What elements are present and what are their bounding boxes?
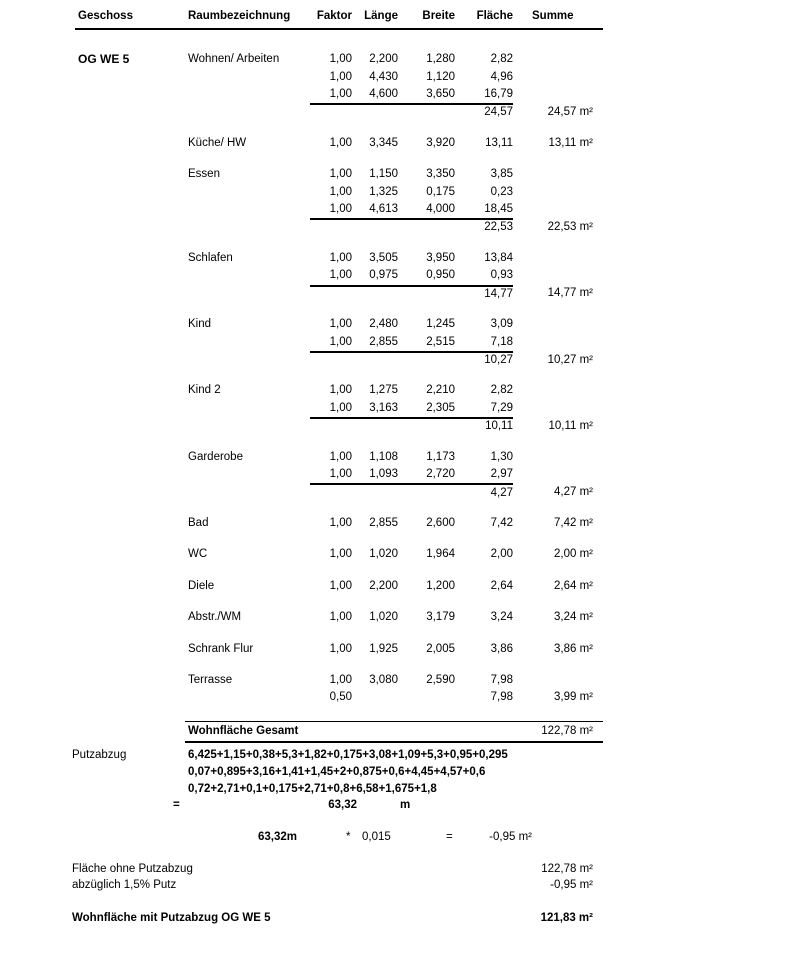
column-header-raumbezeichnung: Raumbezeichnung bbox=[185, 8, 310, 29]
room-name-cell bbox=[185, 418, 310, 435]
laenge-cell: 2,855 bbox=[352, 333, 398, 351]
laenge-cell: 1,150 bbox=[369, 168, 398, 181]
laenge-cell: 4,600 bbox=[352, 86, 398, 104]
measurement-row bbox=[75, 382, 603, 399]
faktor-cell: 1,00 bbox=[329, 548, 352, 561]
spacer-cell bbox=[75, 302, 603, 316]
laenge-cell bbox=[352, 219, 398, 236]
flaeche-cell: 0,93 bbox=[455, 267, 513, 285]
faktor-cell: 0,50 bbox=[329, 691, 352, 704]
subtotal-row bbox=[75, 352, 603, 369]
measurement-row bbox=[75, 515, 603, 532]
measurement-row bbox=[75, 135, 603, 152]
subtotal-row bbox=[75, 418, 603, 435]
breite-cell: 2,305 bbox=[398, 400, 455, 418]
spacer-cell bbox=[75, 29, 603, 51]
room-name-cell: Schlafen bbox=[188, 251, 233, 264]
faktor-cell bbox=[310, 219, 352, 236]
room-name-cell: WC bbox=[188, 548, 208, 561]
room-name-cell bbox=[185, 400, 310, 418]
breite-cell: 3,350 bbox=[426, 168, 455, 181]
room-name-cell bbox=[185, 183, 310, 200]
measurement-row bbox=[75, 333, 603, 351]
faktor-cell: 1,00 bbox=[329, 517, 352, 530]
faktor-cell: 1,00 bbox=[329, 318, 352, 331]
flaeche-cell: 2,97 bbox=[455, 466, 513, 484]
summe-cell bbox=[513, 449, 603, 466]
breite-cell: 4,000 bbox=[398, 201, 455, 219]
summary-label-flaeche-ohne-putzabzug: Fläche ohne Putzabzug bbox=[72, 863, 193, 875]
geschoss-cell bbox=[75, 135, 185, 152]
spacer-cell bbox=[75, 532, 603, 546]
measurement-row bbox=[75, 68, 603, 85]
geschoss-cell bbox=[75, 267, 185, 285]
summe-subtotal-cell: 14,77 m² bbox=[547, 287, 593, 300]
faktor-cell bbox=[310, 286, 352, 303]
faktor-cell: 1,00 bbox=[310, 400, 352, 418]
breite-cell bbox=[398, 352, 455, 369]
column-header-geschoss: Geschoss bbox=[75, 8, 185, 29]
flaeche-cell: 3,85 bbox=[490, 168, 513, 181]
breite-cell bbox=[398, 219, 455, 236]
summe-subtotal-cell: 10,27 m² bbox=[547, 353, 593, 366]
breite-cell: 0,175 bbox=[426, 185, 455, 198]
breite-cell bbox=[398, 484, 455, 501]
table-header-row bbox=[75, 8, 603, 29]
measurement-row bbox=[75, 267, 603, 285]
putzabzug-calc-operator: * bbox=[346, 831, 351, 843]
empty-cell bbox=[75, 721, 185, 742]
geschoss-cell bbox=[75, 333, 185, 351]
flaeche-subtotal-cell: 22,53 bbox=[484, 221, 513, 234]
laenge-cell: 3,505 bbox=[369, 251, 398, 264]
breite-cell: 3,179 bbox=[426, 611, 455, 624]
laenge-cell: 2,855 bbox=[369, 517, 398, 530]
summe-cell: 3,99 m² bbox=[554, 691, 593, 704]
spacer-row bbox=[75, 121, 603, 135]
summe-cell bbox=[513, 466, 603, 484]
laenge-cell: 1,020 bbox=[369, 611, 398, 624]
flaeche-subtotal-cell: 14,77 bbox=[484, 287, 513, 300]
summe-cell bbox=[513, 68, 603, 85]
column-header-flaeche: Fläche bbox=[455, 8, 513, 29]
column-header-laenge: Länge bbox=[352, 8, 398, 29]
flaeche-cell: 2,82 bbox=[490, 384, 513, 397]
total-value-cell: 122,78 m² bbox=[513, 721, 603, 742]
measurement-row bbox=[75, 546, 603, 563]
spacer-row bbox=[75, 435, 603, 449]
room-name-cell bbox=[185, 104, 310, 121]
faktor-cell bbox=[310, 484, 352, 501]
spacer-row bbox=[75, 152, 603, 166]
faktor-cell: 1,00 bbox=[310, 466, 352, 484]
geschoss-cell bbox=[75, 219, 185, 236]
breite-cell: 0,950 bbox=[398, 267, 455, 285]
laenge-cell: 4,613 bbox=[352, 201, 398, 219]
column-header-summe: Summe bbox=[513, 8, 603, 29]
final-total-value: 121,83 m² bbox=[540, 912, 593, 924]
flaeche-cell: 4,96 bbox=[490, 70, 513, 83]
breite-cell: 2,515 bbox=[398, 333, 455, 351]
room-name-cell: Terrasse bbox=[188, 674, 233, 686]
geschoss-cell bbox=[75, 352, 185, 369]
geschoss-cell bbox=[75, 183, 185, 200]
room-name-cell bbox=[185, 86, 310, 104]
room-name-cell: Schrank Flur bbox=[188, 642, 254, 655]
summe-subtotal-cell: 24,57 m² bbox=[547, 105, 593, 118]
subtotal-row bbox=[75, 219, 603, 236]
flaeche-cell: 7,98 bbox=[490, 691, 513, 704]
subtotal-row bbox=[75, 104, 603, 121]
measurement-row bbox=[75, 466, 603, 484]
room-name-cell bbox=[185, 466, 310, 484]
spacer-row bbox=[75, 707, 603, 722]
laenge-cell: 1,925 bbox=[369, 642, 398, 655]
spacer-row bbox=[75, 658, 603, 672]
laenge-cell bbox=[352, 104, 398, 121]
flaeche-cell: 3,24 bbox=[490, 611, 513, 624]
breite-cell: 1,173 bbox=[426, 450, 455, 463]
breite-cell: 1,964 bbox=[426, 548, 455, 561]
spacer-row bbox=[75, 532, 603, 546]
faktor-cell: 1,00 bbox=[329, 450, 352, 463]
breite-cell: 1,245 bbox=[426, 318, 455, 331]
measurement-row bbox=[75, 86, 603, 104]
summe-cell bbox=[513, 166, 603, 183]
breite-cell bbox=[398, 689, 455, 706]
putzabzug-length-unit: m bbox=[400, 799, 411, 811]
summe-subtotal-cell: 4,27 m² bbox=[554, 486, 593, 499]
geschoss-cell bbox=[75, 484, 185, 501]
geschoss-cell bbox=[75, 316, 185, 333]
room-name-cell: Garderobe bbox=[188, 450, 243, 463]
room-name-cell bbox=[185, 201, 310, 219]
flaeche-cell: 7,29 bbox=[455, 400, 513, 418]
putzabzug-calc-length: 63,32m bbox=[258, 831, 298, 843]
flaeche-subtotal-cell: 4,27 bbox=[490, 486, 513, 499]
summe-cell bbox=[513, 400, 603, 418]
breite-cell: 3,950 bbox=[426, 251, 455, 264]
faktor-cell: 1,00 bbox=[329, 384, 352, 397]
breite-cell: 1,120 bbox=[426, 70, 455, 83]
summary-label-abzueglich-putz: abzüglich 1,5% Putz bbox=[72, 879, 177, 891]
putzabzug-formula-line-3: 0,72+2,71+0,1+0,175+2,71+0,8+6,58+1,675+1,8 bbox=[188, 783, 437, 795]
putzabzug-formula-line-1: 6,425+1,15+0,38+5,3+1,82+0,175+3,08+1,09+5,3+0,95+0,295 bbox=[188, 749, 508, 761]
flaeche-cell: 1,30 bbox=[490, 450, 513, 463]
measurement-row bbox=[75, 183, 603, 200]
geschoss-cell bbox=[75, 250, 185, 267]
putzabzug-calc-result: -0,95 m² bbox=[489, 831, 532, 843]
measurement-row bbox=[75, 609, 603, 626]
flaeche-subtotal-cell: 24,57 bbox=[484, 106, 513, 119]
faktor-cell: 1,00 bbox=[329, 251, 352, 264]
faktor-cell: 1,00 bbox=[329, 642, 352, 655]
breite-cell: 2,600 bbox=[426, 517, 455, 530]
summe-cell: 2,64 m² bbox=[554, 579, 593, 592]
room-name-cell bbox=[185, 352, 310, 369]
flaeche-cell: 16,79 bbox=[455, 86, 513, 104]
laenge-cell: 1,108 bbox=[369, 450, 398, 463]
geschoss-cell bbox=[75, 286, 185, 303]
laenge-cell bbox=[352, 689, 398, 706]
flaeche-cell: 2,64 bbox=[490, 579, 513, 592]
summe-cell bbox=[513, 86, 603, 104]
faktor-cell: 1,00 bbox=[329, 185, 352, 198]
breite-cell bbox=[398, 286, 455, 303]
geschoss-cell bbox=[75, 382, 185, 399]
flaeche-cell: 2,00 bbox=[490, 548, 513, 561]
summe-cell: 2,00 m² bbox=[554, 548, 593, 561]
room-name-cell bbox=[185, 333, 310, 351]
measurement-row bbox=[75, 250, 603, 267]
measurement-row bbox=[75, 166, 603, 183]
faktor-cell bbox=[310, 418, 352, 435]
faktor-cell: 1,00 bbox=[329, 579, 352, 592]
laenge-cell bbox=[352, 352, 398, 369]
room-name-cell: Kind 2 bbox=[188, 384, 221, 397]
putzabzug-label: Putzabzug bbox=[72, 749, 127, 761]
faktor-cell: 1,00 bbox=[329, 136, 352, 149]
faktor-cell: 1,00 bbox=[310, 333, 352, 351]
room-name-cell: Küche/ HW bbox=[188, 136, 247, 149]
breite-cell: 1,280 bbox=[426, 53, 455, 66]
geschoss-cell bbox=[75, 86, 185, 104]
faktor-cell: 1,00 bbox=[329, 611, 352, 624]
flaeche-subtotal-cell: 10,27 bbox=[484, 354, 513, 367]
faktor-cell: 1,00 bbox=[310, 86, 352, 104]
breite-cell: 2,720 bbox=[398, 466, 455, 484]
geschoss-cell bbox=[75, 201, 185, 219]
geschoss-cell bbox=[75, 104, 185, 121]
geschoss-cell bbox=[75, 578, 185, 595]
summe-cell bbox=[513, 250, 603, 267]
laenge-cell: 1,275 bbox=[369, 384, 398, 397]
final-total-label: Wohnfläche mit Putzabzug OG WE 5 bbox=[72, 912, 271, 924]
geschoss-cell bbox=[75, 466, 185, 484]
summe-cell bbox=[513, 201, 603, 219]
room-name-cell: Bad bbox=[188, 517, 209, 530]
laenge-cell bbox=[352, 286, 398, 303]
flaeche-cell: 7,18 bbox=[455, 333, 513, 351]
spacer-cell bbox=[75, 368, 603, 382]
laenge-cell: 2,200 bbox=[369, 53, 398, 66]
flaeche-cell: 3,86 bbox=[490, 642, 513, 655]
summe-subtotal-cell: 10,11 m² bbox=[548, 419, 593, 432]
spacer-cell bbox=[75, 121, 603, 135]
faktor-cell: 1,00 bbox=[329, 70, 352, 83]
breite-cell: 2,210 bbox=[426, 384, 455, 397]
summe-cell: 7,42 m² bbox=[554, 517, 593, 530]
spacer-row bbox=[75, 29, 603, 51]
spacer-row bbox=[75, 302, 603, 316]
breite-cell: 2,005 bbox=[426, 642, 455, 655]
measurement-row bbox=[75, 640, 603, 657]
laenge-cell: 1,325 bbox=[369, 185, 398, 198]
laenge-cell: 0,975 bbox=[352, 267, 398, 285]
geschoss-cell bbox=[75, 546, 185, 563]
room-name-cell bbox=[185, 219, 310, 236]
room-name-cell bbox=[185, 68, 310, 85]
spacer-row bbox=[75, 236, 603, 250]
room-name-cell: Kind bbox=[188, 318, 212, 331]
faktor-cell: 1,00 bbox=[310, 267, 352, 285]
room-name-cell: Abstr./WM bbox=[188, 611, 242, 624]
breite-cell: 3,920 bbox=[426, 136, 455, 149]
summe-cell bbox=[513, 316, 603, 333]
flaeche-cell: 0,23 bbox=[490, 185, 513, 198]
total-label-cell: Wohnfläche Gesamt bbox=[185, 721, 513, 742]
flaeche-cell: 3,09 bbox=[490, 318, 513, 331]
subtotal-row bbox=[75, 286, 603, 303]
geschoss-cell bbox=[75, 515, 185, 532]
laenge-cell bbox=[352, 484, 398, 501]
faktor-cell: 1,00 bbox=[329, 674, 352, 686]
summe-cell bbox=[513, 183, 603, 200]
summe-cell: 13,11 m² bbox=[548, 136, 593, 149]
summe-cell bbox=[513, 51, 603, 68]
room-name-cell: Wohnen/ Arbeiten bbox=[188, 53, 280, 66]
flaeche-cell: 13,11 bbox=[485, 136, 513, 149]
breite-cell bbox=[398, 104, 455, 121]
spacer-cell bbox=[75, 501, 603, 515]
total-row bbox=[75, 721, 603, 742]
column-header-breite: Breite bbox=[398, 8, 455, 29]
laenge-cell: 2,480 bbox=[369, 318, 398, 331]
laenge-cell: 3,163 bbox=[352, 400, 398, 418]
geschoss-cell bbox=[75, 449, 185, 466]
laenge-cell: 3,080 bbox=[369, 674, 398, 686]
spacer-cell bbox=[75, 595, 603, 609]
geschoss-cell bbox=[75, 166, 185, 183]
laenge-cell bbox=[352, 418, 398, 435]
faktor-cell bbox=[310, 352, 352, 369]
flaeche-cell: 18,45 bbox=[455, 201, 513, 219]
faktor-cell: 1,00 bbox=[329, 53, 352, 66]
laenge-cell: 1,020 bbox=[369, 548, 398, 561]
breite-cell bbox=[398, 418, 455, 435]
geschoss-cell bbox=[75, 400, 185, 418]
faktor-cell: 1,00 bbox=[329, 168, 352, 181]
laenge-cell: 2,200 bbox=[369, 579, 398, 592]
geschoss-cell bbox=[75, 609, 185, 626]
geschoss-cell bbox=[75, 68, 185, 85]
spacer-cell bbox=[75, 435, 603, 449]
summe-cell bbox=[513, 333, 603, 351]
summary-value-abzueglich-putz: -0,95 m² bbox=[550, 879, 593, 891]
geschoss-cell bbox=[75, 689, 185, 706]
geschoss-cell bbox=[75, 418, 185, 435]
summe-subtotal-cell: 22,53 m² bbox=[547, 220, 593, 233]
spacer-row bbox=[75, 368, 603, 382]
breite-cell: 2,590 bbox=[426, 674, 455, 686]
putzabzug-calc-equals-sign: = bbox=[446, 831, 453, 843]
geschoss-cell bbox=[75, 672, 185, 689]
room-name-cell bbox=[185, 484, 310, 501]
room-name-cell bbox=[185, 267, 310, 285]
flaeche-cell: 7,98 bbox=[490, 674, 513, 686]
spacer-row bbox=[75, 626, 603, 640]
summe-cell bbox=[513, 267, 603, 285]
geschoss-cell bbox=[75, 640, 185, 657]
summe-cell bbox=[513, 382, 603, 399]
spacer-row bbox=[75, 501, 603, 515]
spacer-cell bbox=[75, 564, 603, 578]
room-name-cell: Essen bbox=[188, 168, 220, 181]
flaeche-subtotal-cell: 10,11 bbox=[485, 420, 513, 433]
spacer-row bbox=[75, 595, 603, 609]
putzabzug-equals-sign: = bbox=[173, 799, 180, 811]
summe-cell: 3,86 m² bbox=[554, 642, 593, 655]
measurement-row bbox=[75, 449, 603, 466]
flaeche-cell: 7,42 bbox=[490, 517, 513, 530]
measurement-row bbox=[75, 51, 603, 68]
calc-table bbox=[75, 8, 603, 743]
breite-cell: 1,200 bbox=[426, 579, 455, 592]
flaeche-cell: 2,82 bbox=[490, 53, 513, 66]
spacer-cell bbox=[75, 658, 603, 672]
room-name-cell bbox=[185, 286, 310, 303]
geschoss-cell: OG WE 5 bbox=[78, 52, 130, 67]
faktor-cell: 1,00 bbox=[310, 201, 352, 219]
spacer-row bbox=[75, 564, 603, 578]
spacer-cell bbox=[75, 707, 603, 722]
column-header-faktor: Faktor bbox=[310, 8, 352, 29]
putzabzug-total-length: 63,32 bbox=[328, 799, 357, 811]
spacer-cell bbox=[75, 152, 603, 166]
summary-value-flaeche-ohne-putzabzug: 122,78 m² bbox=[541, 863, 593, 875]
subtotal-row bbox=[75, 484, 603, 501]
putzabzug-formula-line-2: 0,07+0,895+3,16+1,41+1,45+2+0,875+0,6+4,45+4,57+0,6 bbox=[188, 766, 486, 778]
spacer-cell bbox=[75, 626, 603, 640]
laenge-cell: 4,430 bbox=[369, 70, 398, 83]
putzabzug-calc-factor: 0,015 bbox=[362, 831, 391, 843]
laenge-cell: 3,345 bbox=[369, 136, 398, 149]
measurement-row bbox=[75, 201, 603, 219]
room-name-cell bbox=[185, 689, 310, 706]
faktor-cell bbox=[310, 104, 352, 121]
laenge-cell: 1,093 bbox=[352, 466, 398, 484]
measurement-row bbox=[75, 689, 603, 706]
measurement-row bbox=[75, 400, 603, 418]
measurement-row bbox=[75, 672, 603, 689]
room-name-cell: Diele bbox=[188, 579, 215, 592]
flaeche-cell: 13,84 bbox=[484, 251, 513, 264]
measurement-row bbox=[75, 316, 603, 333]
measurement-row bbox=[75, 578, 603, 595]
summe-cell: 3,24 m² bbox=[554, 611, 593, 624]
spacer-cell bbox=[75, 236, 603, 250]
summe-cell bbox=[513, 672, 603, 689]
breite-cell: 3,650 bbox=[398, 86, 455, 104]
